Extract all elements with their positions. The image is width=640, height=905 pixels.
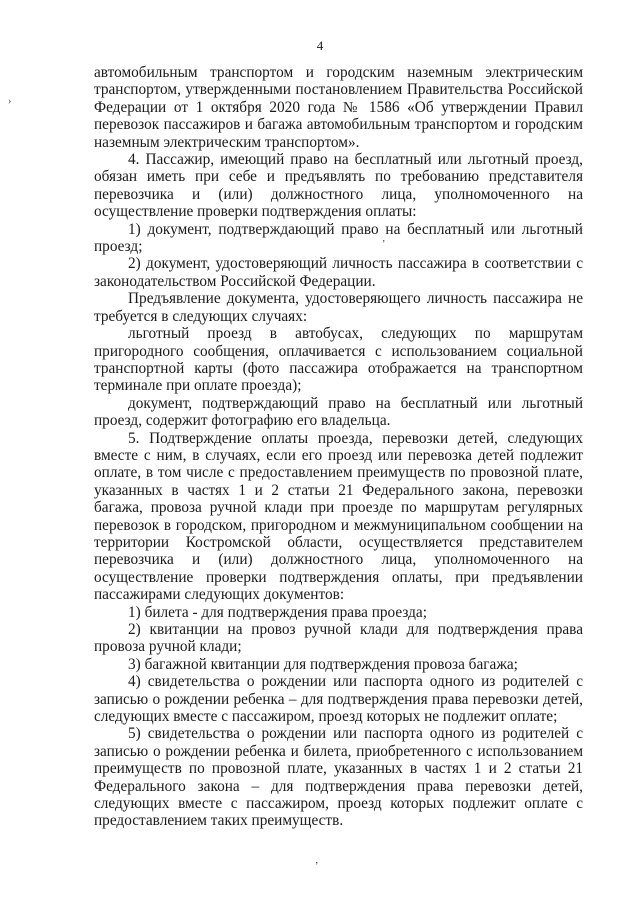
- paragraph: 4) свидетельства о рождении или паспорта одного из родителей с записью о рождении ребенка – для подтверждения права перевозки детей, следующих вместе с пассажиром, проезд которых не подлежит оплате;: [94, 673, 583, 726]
- document-body: [94, 64, 583, 830]
- paragraph: 4. Пассажир, имеющий право на бесплатный или льготный проезд, обязан иметь при себе и предъявлять по требованию представителя перевозчика и (или) должностного лица, уполномоченного на осуществление проверки подтверждения оплаты:: [94, 151, 583, 221]
- scan-mark: ’: [315, 861, 319, 872]
- paragraph: автомобильным транспортом и городским наземным электрическим транспортом, утвержденными постановлением Правительства Российской Федерации от 1 октября 2020 года № 1586 «Об утверждении Правил перевозок пассажиров и багажа автомобильным транспортом и городским наземным электрическим транспортом».: [94, 64, 583, 151]
- paragraph: 1) билета - для подтверждения права проезда;: [128, 603, 427, 621]
- paragraph: льготный проезд в автобусах, следующих по маршрутам пригородного сообщения, оплачивается с использованием социальной транспортной карты (фото пассажира отображается на транспортном терминале при оплате проезда);: [94, 325, 583, 395]
- paragraph: 1) документ, подтверждающий право на бесплатный или льготный проезд;: [94, 220, 583, 256]
- paragraph: документ, подтверждающий право на бесплатный или льготный проезд, содержит фотографию его владельца.: [94, 394, 583, 430]
- scan-mark: ’: [382, 239, 386, 250]
- paragraph: 5) свидетельства о рождении или паспорта одного из родителей с записью о рождении ребенка и билета, приобретенного с использованием преимуществ по провозной плате, указанных в частях 1 и 2 статьи 21 Федерального закона – для подтверждения права перевозки детей, следующих вместе с пассажиром, проезд которых подлежит оплате с предоставлением таких преимуществ.: [94, 725, 583, 830]
- paragraph: 5. Подтверждение оплаты проезда, перевозки детей, следующих вместе с ним, в случаях, если его проезд или перевозка детей подлежит оплате, в том числе с предоставлением преимуществ по провозной плате, указанных в частях 1 и 2 статьи 21 Федерального закона, перевозки багажа, провоза ручной клади при проезде по маршрутам регулярных перевозок в городском, пригородном и межмуниципальном сообщении на территории Костромской области, осуществляется представителем перевозчика и (или) должностного лица, уполномоченного на осуществление проверки подтверждения оплаты, при предъявлении пассажирами следующих документов:: [94, 429, 583, 604]
- paragraph: Предъявление документа, удостоверяющего личность пассажира не требуется в следующих случаях:: [94, 290, 583, 325]
- paragraph: 2) квитанции на провоз ручной клади для подтверждения права провоза ручной клади;: [94, 621, 583, 656]
- paragraph: 2) документ, удостоверяющий личность пассажира в соответствии с законодательством Российской Федерации.: [94, 255, 583, 290]
- scan-mark: ›: [8, 96, 12, 107]
- paragraph: 3) багажной квитанции для подтверждения провоза багажа;: [128, 655, 518, 673]
- page-number: 4: [316, 38, 324, 53]
